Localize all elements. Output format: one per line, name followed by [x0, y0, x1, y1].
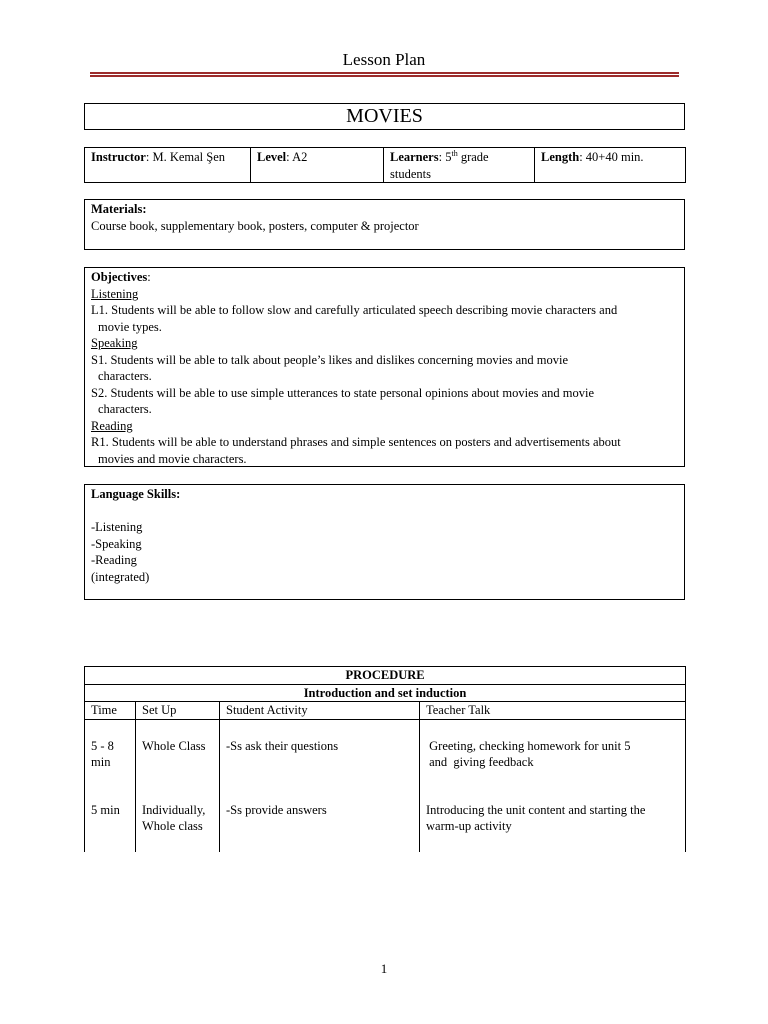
skill-item: (integrated)	[91, 569, 150, 584]
teacher-row1-line2: and giving feedback	[426, 755, 534, 769]
objective-s2-line2: characters.	[98, 402, 152, 416]
speaking-heading: Speaking	[91, 336, 138, 350]
column-header-time: Time	[85, 702, 136, 720]
learners-grade: grade	[457, 150, 489, 164]
header-divider	[90, 72, 679, 77]
lesson-info-row	[85, 148, 686, 183]
time-row1-line2: min	[91, 755, 111, 769]
language-skills-label: Language Skills:	[91, 487, 181, 501]
objectives-heading	[91, 269, 678, 286]
objective-l1-line2: movie types.	[98, 319, 162, 334]
activity-row1: -Ss ask their questions	[226, 738, 339, 753]
lesson-title-box	[84, 103, 685, 130]
time-cell	[85, 719, 136, 852]
learners-label: Learners	[390, 150, 439, 164]
listening-heading: Listening	[91, 286, 139, 301]
instructor-value: : M. Kemal Şen	[145, 150, 226, 164]
instructor-cell	[85, 148, 251, 183]
level-cell	[251, 148, 384, 183]
column-header-activity: Student Activity	[220, 702, 420, 720]
procedure-header-row	[85, 702, 686, 720]
length-label: Length	[541, 150, 580, 164]
procedure-subtitle-row	[85, 684, 686, 702]
lesson-title: MOVIES	[346, 105, 423, 127]
objectives-box	[84, 267, 685, 467]
lesson-info-table	[84, 147, 686, 183]
learners-value: : 5	[438, 150, 452, 164]
column-header-setup: Set Up	[136, 702, 220, 720]
teacher-row2-line2: warm-up activity	[426, 819, 512, 833]
procedure-table	[84, 666, 686, 852]
time-row1-line1: 5 - 8	[91, 738, 114, 753]
level-label: Level	[257, 150, 287, 164]
procedure-body-row	[85, 719, 686, 852]
objective-r1-line2: movies and movie characters.	[98, 451, 247, 466]
activity-cell	[220, 719, 420, 852]
length-value: : 40+40 min.	[579, 150, 644, 164]
materials-text: Course book, supplementary book, posters, computer & projector	[91, 218, 419, 233]
objectives-label-colon: :	[147, 270, 151, 284]
instructor-label: Instructor	[91, 150, 146, 164]
objective-s2-line1: S2. Students will be able to use simple utterances to state personal opinions about movies and movie	[91, 385, 595, 400]
materials-label: Materials:	[91, 202, 147, 216]
activity-row2: -Ss provide answers	[226, 802, 327, 817]
language-skills-box	[84, 484, 685, 600]
time-row2: 5 min	[91, 802, 120, 817]
procedure-title: PROCEDURE	[85, 667, 686, 685]
length-cell	[535, 148, 686, 183]
teacher-row1-line1: Greeting, checking homework for unit 5	[426, 738, 631, 753]
learners-cell	[384, 148, 535, 183]
learners-value-line2: students	[390, 166, 431, 181]
learners-superscript: th	[451, 148, 458, 158]
objective-l1-line1: L1. Students will be able to follow slow and carefully articulated speech describing movie characters and	[91, 303, 618, 317]
skill-item: -Listening	[91, 520, 143, 534]
column-header-teacher: Teacher Talk	[420, 702, 686, 720]
level-value: : A2	[286, 150, 308, 164]
teacher-talk-cell	[420, 719, 686, 852]
objective-s1-line1: S1. Students will be able to talk about people’s likes and dislikes concerning movies and movie	[91, 352, 569, 367]
objective-s1-line2: characters.	[98, 369, 152, 383]
materials-box	[84, 199, 685, 250]
skill-item: -Speaking	[91, 536, 142, 551]
page-header-title: Lesson Plan	[342, 50, 426, 69]
setup-cell	[136, 719, 220, 852]
objective-r1-line1: R1. Students will be able to understand phrases and simple sentences on posters and advertisements about	[91, 435, 621, 449]
procedure-title-row	[85, 667, 686, 685]
teacher-row2-line1: Introducing the unit content and starting the	[426, 802, 646, 817]
objectives-label: Objectives	[91, 270, 148, 284]
setup-row2-line1: Individually,	[142, 802, 206, 817]
skill-item: -Reading	[91, 553, 137, 567]
page-number: 1	[380, 961, 388, 976]
procedure-subtitle: Introduction and set induction	[85, 684, 686, 702]
setup-row2-line2: Whole class	[142, 819, 203, 833]
reading-heading: Reading	[91, 418, 133, 433]
setup-row1: Whole Class	[142, 738, 206, 753]
